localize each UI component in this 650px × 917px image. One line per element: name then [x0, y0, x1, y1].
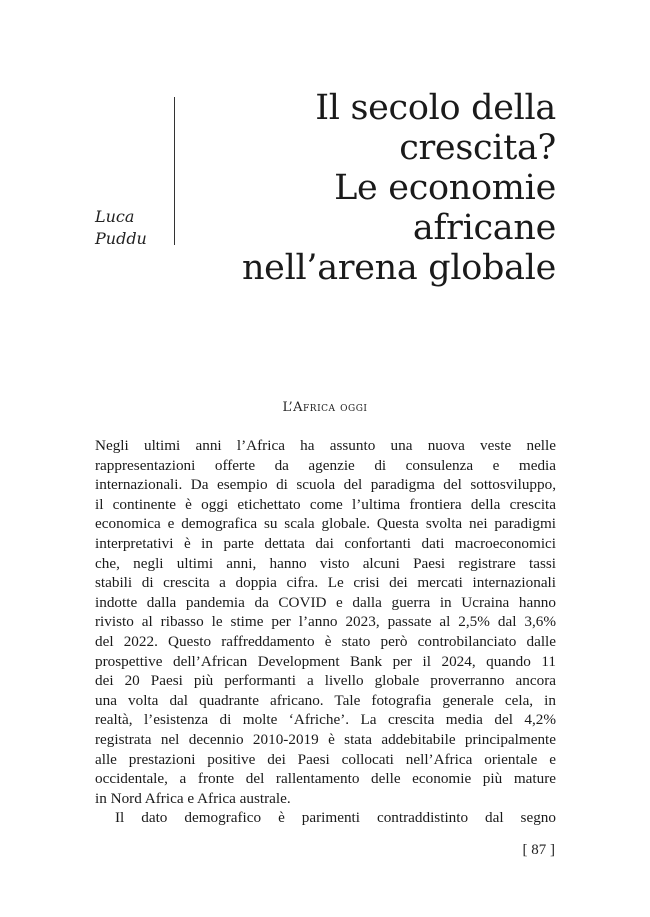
text-line: stabili di crescita a doppia cifra. Le crisi dei mercati internazionali [95, 574, 556, 592]
text-line: Il dato demografico è parimenti contraddistinto dal segno [115, 809, 556, 827]
text-line: Negli ultimi anni l’Africa ha assunto una nuova veste nelle [95, 437, 556, 454]
text-line: occidentale, a fronte del rallentamento delle economie più mature [95, 770, 556, 788]
title-divider [174, 97, 175, 245]
text-line: internazionali. Da esempio di scuola del paradigma del sottosviluppo, [95, 476, 556, 494]
section-heading: L’Africa oggi [282, 400, 368, 415]
text-line: che, negli ultimi anni, hanno visto alcuni Paesi registrare tassi [95, 554, 556, 572]
body-text [95, 436, 556, 828]
text-line: rappresentazioni offerte da agenzie di consulenza e media [95, 456, 556, 474]
text-line: realtà, l’esistenza di molte ‘Afriche’. La crescita media del 4,2% [95, 711, 556, 729]
page-number: [ 87 ] [522, 842, 555, 858]
text-line: alle prestazioni positive dei Paesi collocati nell’Africa orientale e [95, 750, 556, 768]
author-first-name: Luca [95, 207, 135, 226]
text-line: registrata nel decennio 2010-2019 è stata addebitabile principalmente [95, 730, 556, 748]
author-name [95, 206, 147, 250]
title-line-1: Il secolo della [315, 88, 556, 128]
text-line: una volta dal quadrante africano. Tale fotografia generale cela, in [95, 691, 556, 709]
text-line: il continente è oggi etichettato come l’ultima frontiera della crescita [95, 495, 556, 513]
author-last-name: Puddu [95, 229, 147, 248]
text-line: dei 20 Paesi più performanti a livello globale proverranno ancora [95, 672, 556, 690]
text-line: del 2022. Questo raffreddamento è stato però controbilanciato dalle [95, 632, 556, 650]
title-line-3: Le economie africane [334, 168, 556, 248]
text-line: economica e demografica su scala globale. Questa svolta nei paradigmi [95, 515, 556, 533]
title-line-4: nell’arena globale [241, 248, 556, 288]
text-line: rivisto al ribasso le stime per l’anno 2023, passate al 2,5% dal 3,6% [95, 613, 556, 631]
text-line: in Nord Africa e Africa australe. [95, 789, 291, 807]
text-line: prospettive dell’African Development Bank per il 2024, quando 11 [95, 652, 556, 670]
title-line-2: crescita? [399, 128, 556, 168]
text-line: indotte dalla pandemia da COVID e dalla guerra in Ucraina hanno [95, 593, 556, 611]
chapter-title [186, 88, 556, 288]
text-line: interpretativi è in parte dettata dai confortanti dati macroeconomici [95, 534, 556, 552]
